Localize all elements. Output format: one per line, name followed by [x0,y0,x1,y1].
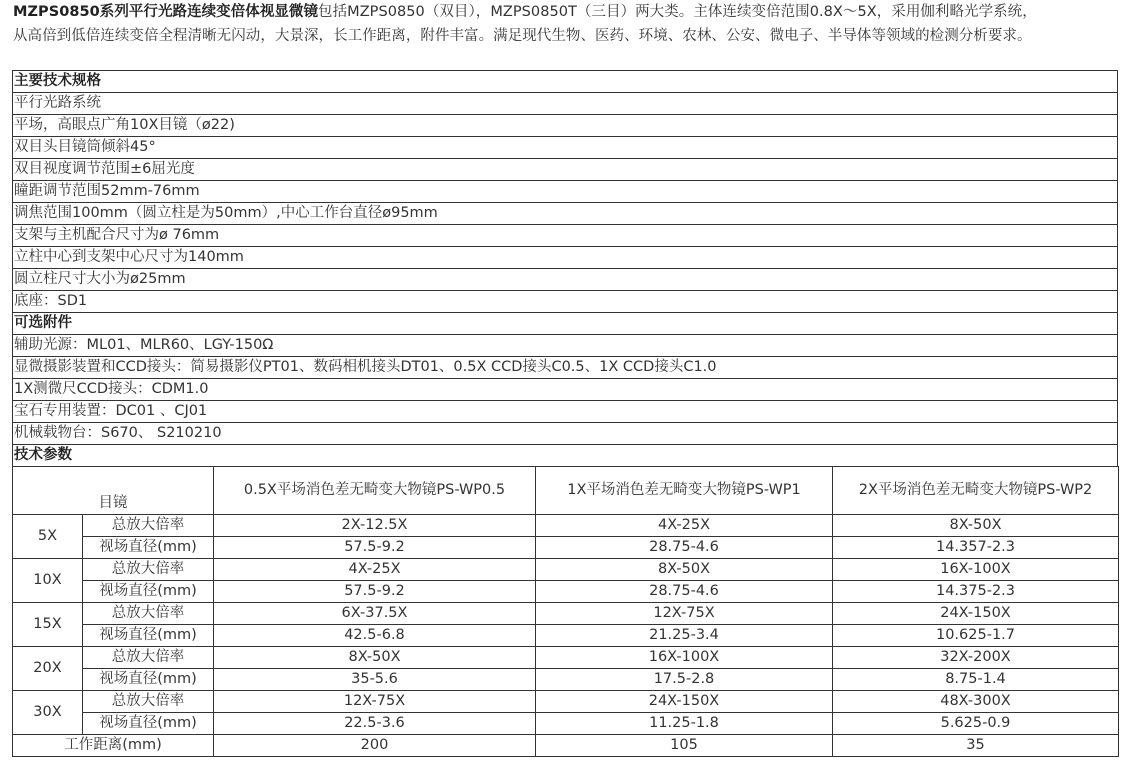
spec-row [13,115,1118,137]
objective-header: 2X平场消色差无畸变大物镜PS-WP2 [833,467,1119,515]
spec-row [13,357,1118,379]
spec-item: 平场，高眼点广角10X目镜（ø22) [13,115,1118,137]
params-mag-row [13,515,1119,537]
spec-item: 立柱中心到支架中心尺寸为140mm [13,247,1118,269]
spec-row [13,225,1118,247]
fov-value: 17.5-2.8 [536,669,833,691]
fov-value: 57.5-9.2 [214,537,536,559]
fov-value: 21.25-3.4 [536,625,833,647]
working-distance-value: 105 [536,735,833,757]
params-fov-row [13,713,1119,735]
fov-label: 视场直径(mm) [83,625,214,647]
product-name: MZPS0850系列平行光路连续变倍体视显微镜 [13,4,319,20]
eyepiece-cell: 30X [13,691,83,735]
spec-section-row [13,313,1118,335]
params-mag-row [13,647,1119,669]
fov-label: 视场直径(mm) [83,669,214,691]
mag-value: 12X-75X [214,691,536,713]
spec-row [13,181,1118,203]
mag-value: 4X-25X [214,559,536,581]
fov-value: 28.75-4.6 [536,581,833,603]
intro-text-1: 包括MZPS0850（双目），MZPS0850T（三目）两大类。主体连续变倍范围0.8X～5X，采用伽利略光学系统， [318,4,1037,20]
params-fov-row [13,581,1119,603]
working-distance-value: 35 [833,735,1119,757]
mag-value: 24X-150X [536,691,833,713]
mag-label: 总放大倍率 [83,515,214,537]
mag-value: 12X-75X [536,603,833,625]
mag-value: 2X-12.5X [214,515,536,537]
spec-row [13,269,1118,291]
spec-table [12,70,1118,467]
mag-value: 8X-50X [536,559,833,581]
params-table [12,466,1119,757]
eyepiece-cell: 15X [13,603,83,647]
params-mag-row [13,691,1119,713]
fov-value: 42.5-6.8 [214,625,536,647]
spec-section-row [13,71,1118,93]
params-header-row [13,467,1119,515]
working-distance-value: 200 [214,735,536,757]
mag-label: 总放大倍率 [83,647,214,669]
fov-value: 28.75-4.6 [536,537,833,559]
spec-item: 瞳距调节范围52mm-76mm [13,181,1118,203]
mag-value: 24X-150X [833,603,1119,625]
fov-value: 57.5-9.2 [214,581,536,603]
accessory-item: 辅助光源：ML01、MLR60、LGY-150Ω [13,335,1118,357]
working-distance-label: 工作距离(mm) [13,735,214,757]
spec-item: 底座：SD1 [13,291,1118,313]
accessory-item: 显微摄影装置和CCD接头：简易摄影仪PT01、数码相机接头DT01、0.5X CCD接头C0.5、1X CCD接头C1.0 [13,357,1118,379]
accessory-item: 机械载物台：S670、 S210210 [13,423,1118,445]
fov-label: 视场直径(mm) [83,581,214,603]
mag-value: 32X-200X [833,647,1119,669]
mag-label: 总放大倍率 [83,603,214,625]
params-fov-row [13,537,1119,559]
eyepiece-header: 目镜 [13,467,214,515]
working-distance-row [13,735,1119,757]
fov-value: 22.5-3.6 [214,713,536,735]
accessory-item: 1X测微尺CCD接头：CDM1.0 [13,379,1118,401]
spec-section-row [13,445,1118,467]
spec-item: 双目头目镜筒倾斜45° [13,137,1118,159]
spec-row [13,247,1118,269]
mag-value: 16X-100X [833,559,1119,581]
spec-row [13,423,1118,445]
spec-item: 平行光路系统 [13,93,1118,115]
fov-value: 11.25-1.8 [536,713,833,735]
eyepiece-cell: 20X [13,647,83,691]
section-title-params: 技术参数 [13,445,1118,467]
params-fov-row [13,669,1119,691]
fov-value: 14.357-2.3 [833,537,1119,559]
spec-row [13,203,1118,225]
spec-item: 支架与主机配合尺寸为ø 76mm [13,225,1118,247]
fov-value: 35-5.6 [214,669,536,691]
objective-header: 0.5X平场消色差无畸变大物镜PS-WP0.5 [214,467,536,515]
spec-row [13,93,1118,115]
mag-value: 6X-37.5X [214,603,536,625]
section-title-main: 主要技术规格 [13,71,1118,93]
mag-value: 4X-25X [536,515,833,537]
fov-value: 5.625-0.9 [833,713,1119,735]
spec-row [13,291,1118,313]
fov-label: 视场直径(mm) [83,537,214,559]
fov-value: 14.375-2.3 [833,581,1119,603]
objective-header: 1X平场消色差无畸变大物镜PS-WP1 [536,467,833,515]
params-mag-row [13,559,1119,581]
accessory-item: 宝石专用装置：DC01 、CJ01 [13,401,1118,423]
eyepiece-cell: 10X [13,559,83,603]
fov-value: 10.625-1.7 [833,625,1119,647]
intro-text-2: 从高倍到低倍连续变倍全程清晰无闪动，大景深，长工作距离，附件丰富。满足现代生物、医药、环境、农林、公安、微电子、半导体等领域的检测分析要求。 [13,28,1032,44]
spec-row [13,379,1118,401]
product-intro [13,0,1118,48]
fov-label: 视场直径(mm) [83,713,214,735]
spec-row [13,335,1118,357]
mag-value: 8X-50X [833,515,1119,537]
eyepiece-cell: 5X [13,515,83,559]
params-fov-row [13,625,1119,647]
mag-value: 48X-300X [833,691,1119,713]
spec-item: 调焦范围100mm（圆立柱是为50mm）,中心工作台直径ø95mm [13,203,1118,225]
spec-item: 圆立柱尺寸大小为ø25mm [13,269,1118,291]
fov-value: 8.75-1.4 [833,669,1119,691]
spec-row [13,401,1118,423]
section-title-optional: 可选附件 [13,313,1118,335]
spec-item: 双目视度调节范围±6屈光度 [13,159,1118,181]
mag-label: 总放大倍率 [83,559,214,581]
mag-label: 总放大倍率 [83,691,214,713]
mag-value: 16X-100X [536,647,833,669]
mag-value: 8X-50X [214,647,536,669]
spec-row [13,137,1118,159]
params-mag-row [13,603,1119,625]
spec-row [13,159,1118,181]
